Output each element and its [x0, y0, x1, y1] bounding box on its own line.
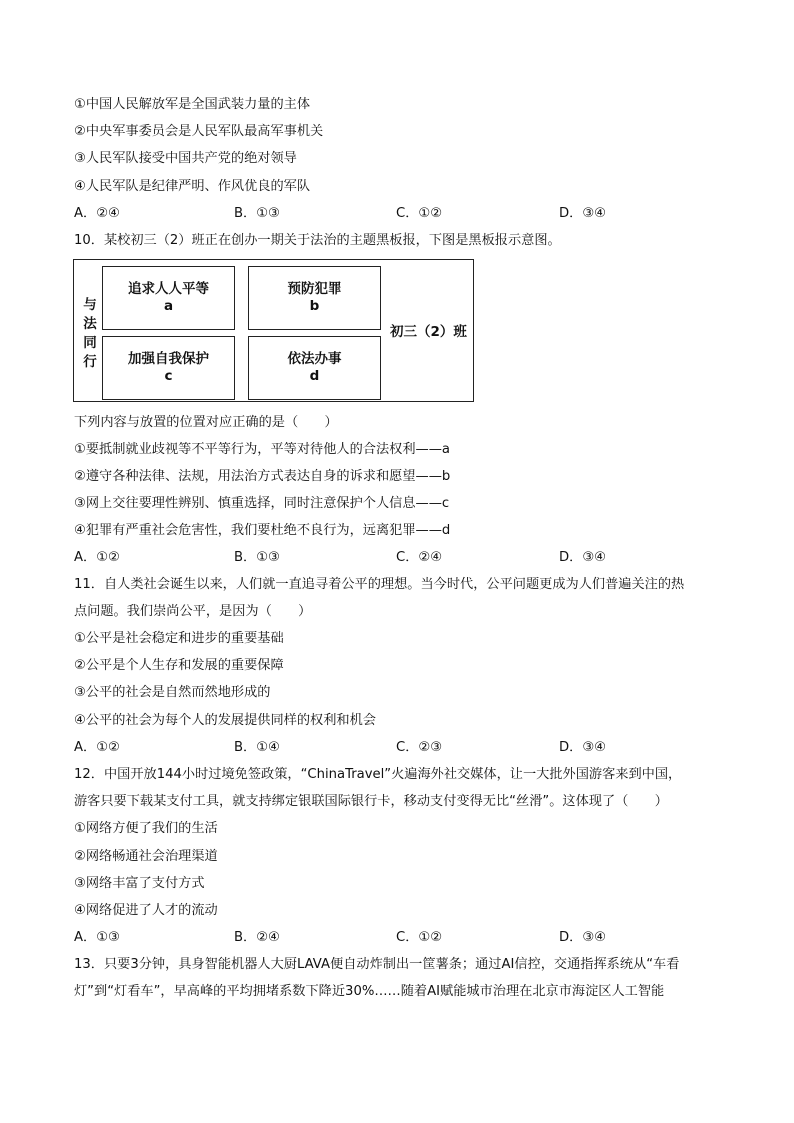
- q12-option-b[interactable]: B．②④: [234, 930, 280, 945]
- q12-statement-4: ④网络促进了人才的流动: [74, 903, 218, 918]
- q10-option-c[interactable]: C．②④: [396, 550, 443, 565]
- q11-options: [74, 738, 734, 758]
- q10-statement-3: ③网上交往要理性辨别、慎重选择，同时注意保护个人信息——c: [74, 496, 450, 511]
- q9-option-c[interactable]: C．①②: [396, 206, 443, 221]
- q10-question: 下列内容与放置的位置对应正确的是（ ）: [74, 415, 338, 430]
- q11-stem-line-2: 点问题。我们崇尚公平，是因为（ ）: [74, 604, 312, 619]
- q11-option-a[interactable]: A．①②: [74, 740, 120, 755]
- q9-option-b[interactable]: B．①③: [234, 206, 280, 221]
- q12-stem-line-1: 12．中国开放144小时过境免签政策，“ChinaTravel”火遍海外社交媒体，让一大批外国游客来到中国，: [74, 767, 682, 782]
- q11-option-b[interactable]: B．①④: [234, 740, 280, 755]
- board-cell-c-letter: c: [164, 368, 173, 384]
- q10-statement-2: ②遵守各种法律、法规，用法治方式表达自身的诉求和愿望——b: [74, 469, 451, 484]
- board-cell-d: [248, 336, 381, 400]
- q11-statement-4: ④公平的社会为每个人的发展提供同样的权利和机会: [74, 713, 376, 728]
- board-cell-d-letter: d: [309, 368, 320, 384]
- board-cell-b-letter: b: [309, 298, 320, 314]
- board-cell-a-letter: a: [163, 298, 174, 314]
- q13-stem-line-1: 13．只要3分钟，具身智能机器人大厨LAVA便自动炸制出一筐薯条；通过AI信控，交通指挥系统从“车看: [74, 957, 680, 972]
- board-cell-a: [102, 266, 235, 330]
- q10-statement-1: ①要抵制就业歧视等不平等行为，平等对待他人的合法权利——a: [74, 442, 450, 457]
- q12-statement-1: ①网络方便了我们的生活: [74, 821, 218, 836]
- q11-option-d[interactable]: D．③④: [559, 740, 606, 755]
- q10-option-b[interactable]: B．①③: [234, 550, 280, 565]
- q9-option-a[interactable]: A．②④: [74, 206, 120, 221]
- q12-option-a[interactable]: A．①③: [74, 930, 120, 945]
- board-cell-c-label: 加强自我保护: [128, 351, 209, 367]
- q9-statement-1: ①中国人民解放军是全国武装力量的主体: [74, 97, 311, 112]
- q11-statement-1: ①公平是社会稳定和进步的重要基础: [74, 631, 284, 646]
- q9-statement-4: ④人民军队是纪律严明、作风优良的军队: [74, 179, 311, 194]
- q9-options: [74, 204, 734, 224]
- q11-stem-line-1: 11．自人类社会诞生以来，人们就一直追寻着公平的理想。当今时代，公平问题更成为人们普遍关注的热: [74, 577, 685, 592]
- q10-options: [74, 548, 734, 568]
- q11-option-c[interactable]: C．②③: [396, 740, 443, 755]
- q9-statement-3: ③人民军队接受中国共产党的绝对领导: [74, 151, 297, 166]
- q12-options: [74, 928, 734, 948]
- q9-statement-2: ②中央军事委员会是人民军队最高军事机关: [74, 124, 324, 139]
- blackboard-diagram: [73, 259, 474, 402]
- q10-statement-4: ④犯罪有严重社会危害性，我们要杜绝不良行为，远离犯罪——d: [74, 523, 451, 538]
- q12-option-d[interactable]: D．③④: [559, 930, 606, 945]
- q11-statement-2: ②公平是个人生存和发展的重要保障: [74, 658, 284, 673]
- q12-statement-2: ②网络畅通社会治理渠道: [74, 849, 218, 864]
- board-cell-b: [248, 266, 381, 330]
- q12-stem-line-2: 游客只要下载某支付工具，就支持绑定银联国际银行卡，移动支付变得无比“丝滑”。这体现了（ ）: [74, 794, 668, 809]
- board-cell-c: [102, 336, 235, 400]
- board-cell-a-label: 追求人人平等: [128, 281, 209, 297]
- q9-option-d[interactable]: D．③④: [559, 206, 606, 221]
- board-class-name: 初三（2）班: [390, 324, 467, 340]
- q10-option-d[interactable]: D．③④: [559, 550, 606, 565]
- q10-option-a[interactable]: A．①②: [74, 550, 120, 565]
- q10-stem: 10．某校初三（2）班正在创办一期关于法治的主题黑板报，下图是黑板报示意图。: [74, 233, 561, 248]
- board-cell-b-label: 预防犯罪: [287, 281, 342, 297]
- q12-statement-3: ③网络丰富了支付方式: [74, 876, 205, 891]
- board-title: 与 法 同 行: [83, 297, 97, 370]
- board-cell-d-label: 依法办事: [287, 351, 342, 367]
- q13-stem-line-2: 灯”到“灯看车”，早高峰的平均拥堵系数下降近30%……随着AI赋能城市治理在北京市海淀区人工智能: [74, 984, 665, 999]
- q11-statement-3: ③公平的社会是自然而然地形成的: [74, 685, 271, 700]
- q12-option-c[interactable]: C．①②: [396, 930, 443, 945]
